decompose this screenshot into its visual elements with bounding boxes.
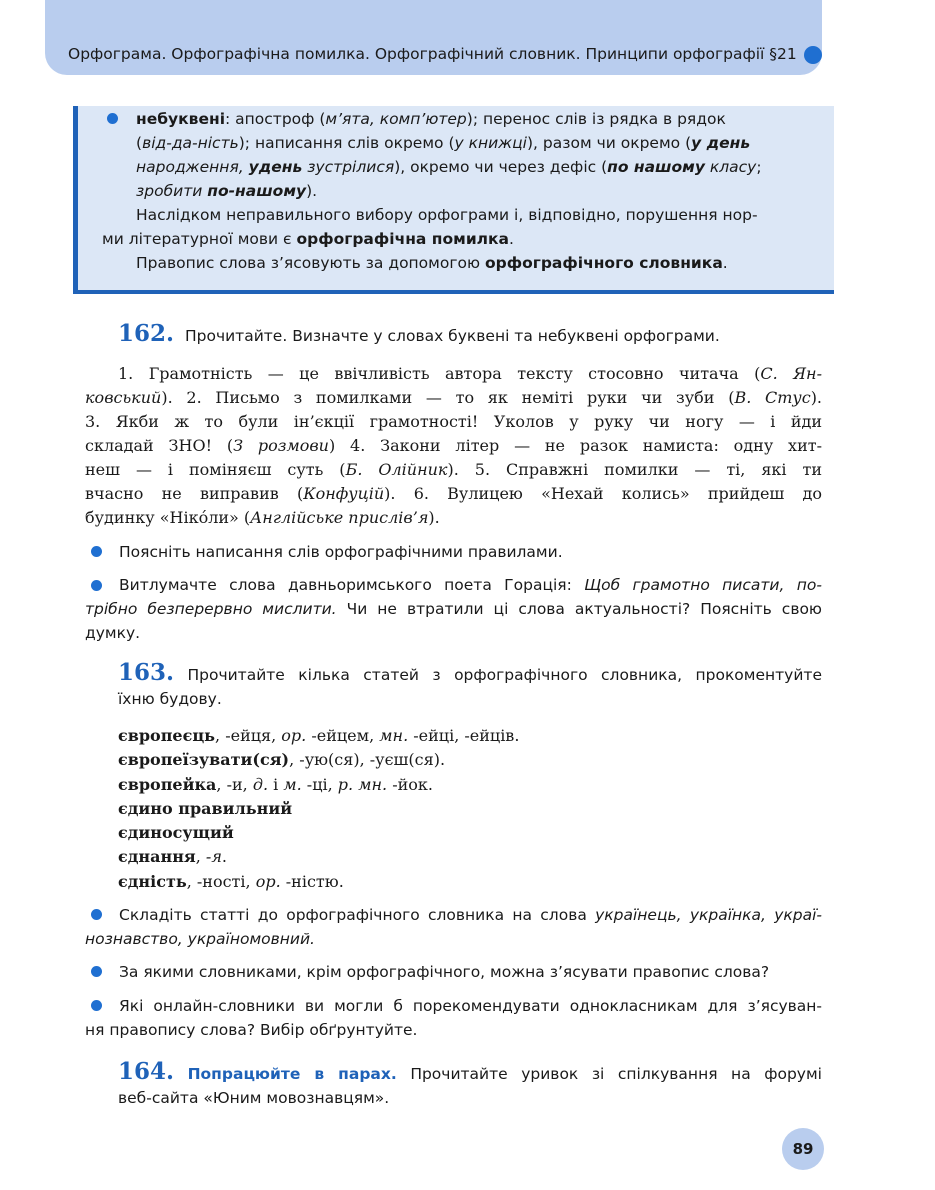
rule-box-para2: Наслідком неправильного вибору орфограми і, відповідно, порушення нор- ми літературної мови є орфографічна помилка. Правопис слова з’ясовують за допомогою орфографічного словника. — [102, 206, 758, 272]
dictionary-entry: єдність, -ності, ор. -ністю. — [118, 871, 344, 891]
dictionary-entries — [118, 724, 519, 894]
exercise-162-question-1: Поясніть написання слів орфографічними правилами. — [119, 543, 563, 561]
exercise-number: 162. — [118, 320, 175, 347]
exercise-164-heading: 164. Попрацюйте в парах. Прочитайте уривок зі спілкування на форумі веб-сайта «Юним мовознавцям». — [118, 1058, 822, 1107]
header-bullet-icon — [804, 46, 822, 64]
pair-work-label: Попрацюйте в парах. — [187, 1065, 397, 1083]
exercise-number: 163. — [118, 659, 175, 686]
dictionary-entry: європеїзувати(ся), -ую(ся), -уєш(ся). — [118, 750, 446, 770]
running-header — [45, 0, 822, 75]
exercise-163-question-1: Складіть статті до орфографічного словника на слова українець, українка, украї- нознавство, україномовний. — [85, 906, 822, 948]
exercise-163-question-2: За якими словниками, крім орфографічного, можна з’ясувати правопис слова? — [119, 963, 770, 981]
exercise-163-heading: 163. Прочитайте кілька статей з орфографічного словника, прокоментуйте їхню будову. — [118, 659, 822, 708]
bullet-icon — [91, 966, 102, 977]
exercise-number: 164. — [118, 1058, 175, 1085]
exercise-162-question-2: Витлумачте слова давньоримського поета Горація: Щоб грамотно писати, по- трібно безперервно мислити. Чи не втратили ці слова актуальності? Поясніть свою думку. — [85, 576, 822, 642]
exercise-163-question-3: Які онлайн-словники ви могли б порекомендувати однокласникам для з’ясуван- ня правопису слова? Вибір обґрунтуйте. — [85, 997, 822, 1039]
rule-box-text: небуквені: апостроф (м’ята, комп’ютер); перенос слів із рядка в рядок (від-да-ність); написання слів окремо (у книжці), разом чи окремо (у день народження, удень зустрілися), окремо чи через дефіс (по нашому класу; зробити по-нашому). — [136, 110, 762, 200]
dictionary-entry: європейка, -и, д. і м. -ці, р. мн. -йок. — [118, 774, 433, 794]
exercise-162-heading — [118, 322, 720, 348]
bullet-icon — [107, 113, 118, 124]
exercise-162-text: 1. Грамотність — це ввічливість автора тексту стосовно читача (С. Ян- ковський). 2. Письмо з помилками — то як неміті руки чи зуби (В. Стус). 3. Якби ж то були ін’єкції грамотності! Уколов у руку чи ногу — і йди складай ЗНО! (З розмови) 4. Закони літер — не разок намиста: одну хит- неш — і поміняєш суть (Б. Олійник). 5. Справжні помилки — ті, які ти вчасно не виправив (Конфуцій). 6. Вулицею «Нехай колись» прийдеш до будинку «Ніко́ли» (Англійське прислів’я). — [85, 364, 823, 527]
dictionary-entry: європеєць, -ейця, ор. -ейцем, мн. -ейці, -ейців. — [118, 726, 520, 745]
dictionary-entry: єдиносущий — [118, 823, 234, 843]
exercise-task: Прочитайте. Визначте у словах буквені та небуквені орфограми. — [184, 327, 720, 345]
dictionary-entry: єднання, -я. — [118, 847, 227, 867]
dictionary-entry: єдино правильний — [118, 798, 293, 818]
running-header-title: Орфограма. Орфографічна помилка. Орфографічний словник. Принципи орфографії §21 — [68, 45, 797, 63]
page-number: 89 — [782, 1128, 824, 1170]
bullet-icon — [91, 546, 102, 557]
